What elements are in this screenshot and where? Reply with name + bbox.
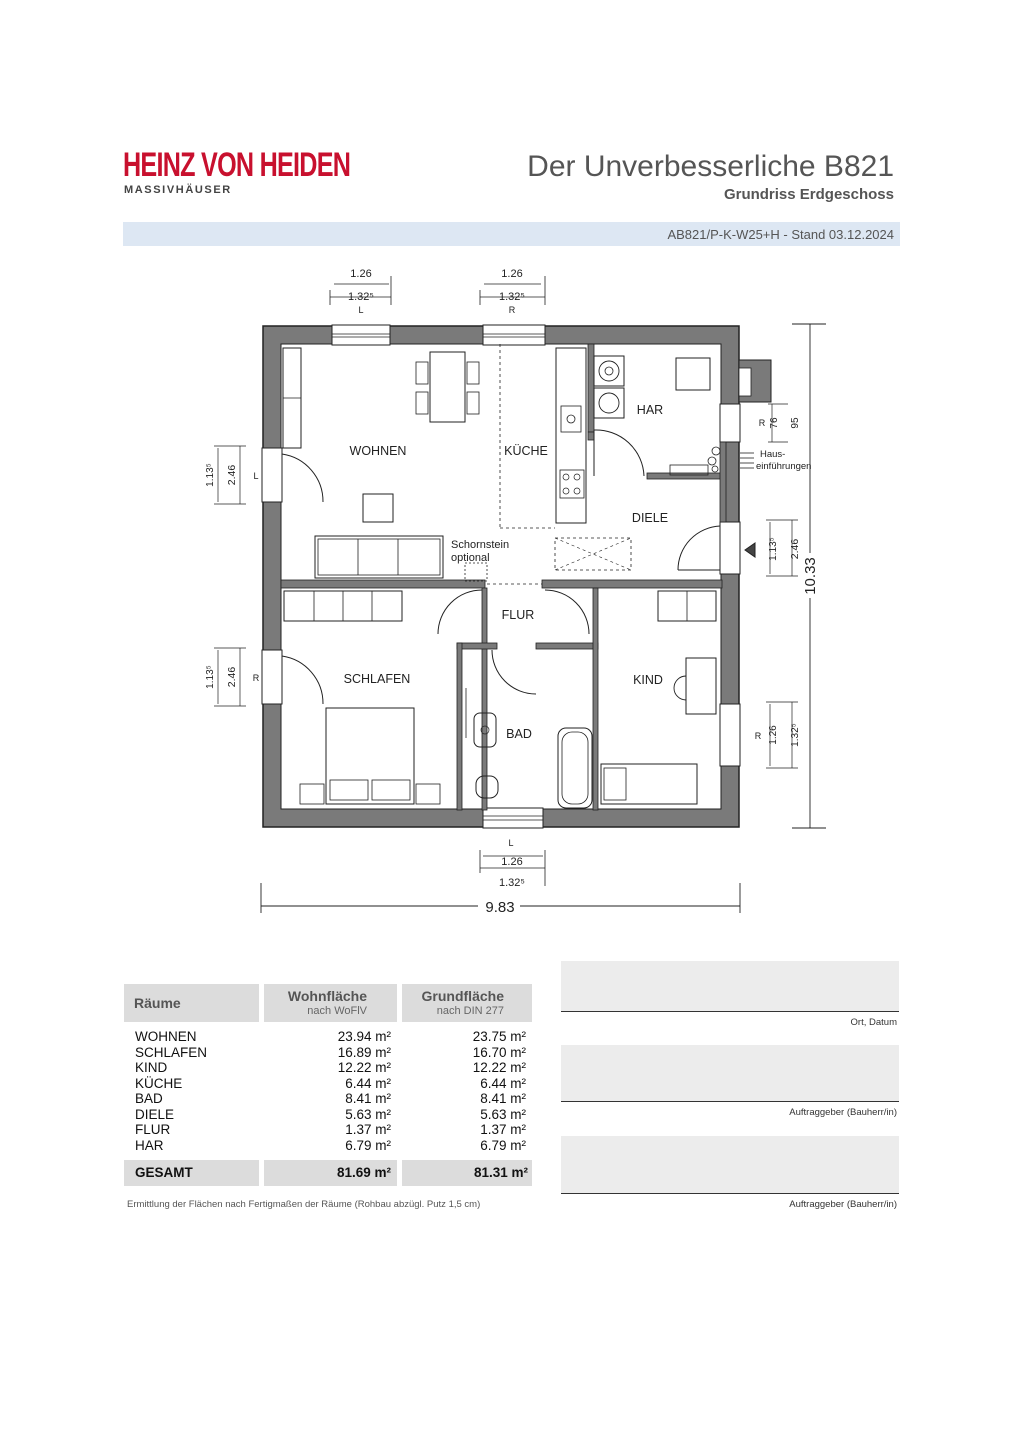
living-area-value: 12.22 m² xyxy=(337,1060,391,1075)
reference-band xyxy=(123,222,900,246)
signature-field-client-2[interactable] xyxy=(561,1136,899,1193)
table-row xyxy=(135,1029,530,1044)
table-row xyxy=(135,1076,530,1091)
column-rooms: Räume xyxy=(134,995,181,1011)
room-name: BAD xyxy=(135,1091,163,1106)
signature-label-client-2: Auftraggeber (Bauherr/in) xyxy=(789,1199,897,1210)
dim-left-lower-b: 2.46 xyxy=(226,666,238,688)
room-name: WOHNEN xyxy=(135,1029,197,1044)
table-header-floor-area xyxy=(402,984,532,1022)
dim-win-top-left-side: L xyxy=(358,305,364,315)
room-name: FLUR xyxy=(135,1122,171,1137)
signature-label-place-date: Ort, Datum xyxy=(850,1017,897,1028)
floor-plan xyxy=(180,258,840,923)
dim-win-top-left-a: 1.26 xyxy=(350,268,372,280)
room-label-bad: BAD xyxy=(506,727,532,741)
dim-win-bottom-b: 1.32⁵ xyxy=(499,877,525,889)
dim-win-bottom-a: 1.26 xyxy=(501,856,523,868)
dim-right-door-a: 1.13⁵ xyxy=(768,537,779,561)
company-logo: HEINZ VON HEIDEN xyxy=(123,146,351,184)
dim-left-upper-a: 1.13⁵ xyxy=(205,463,216,487)
table-total-living-cell xyxy=(264,1160,397,1186)
floor-area-value: 12.22 m² xyxy=(472,1060,526,1075)
column-living-area: Wohnfläche xyxy=(287,988,367,1004)
signature-label-client-1: Auftraggeber (Bauherr/in) xyxy=(789,1107,897,1118)
living-area-value: 6.79 m² xyxy=(345,1138,391,1153)
table-total-label-cell xyxy=(124,1160,259,1186)
room-name: DIELE xyxy=(135,1107,175,1122)
chimney-note-1: Schornstein xyxy=(451,539,510,551)
dim-right-har-b: 95 xyxy=(790,417,801,429)
room-label-wohnen: WOHNEN xyxy=(349,444,407,458)
signature-field-client-1[interactable] xyxy=(561,1045,899,1101)
dim-win-top-right-b: 1.32⁵ xyxy=(499,291,525,303)
table-header-living-area xyxy=(264,984,397,1022)
room-name: HAR xyxy=(135,1138,164,1153)
floor-area-value: 6.79 m² xyxy=(480,1138,526,1153)
room-name: KIND xyxy=(135,1060,168,1075)
room-label-diele: DIELE xyxy=(631,511,669,525)
total-label: GESAMT xyxy=(135,1165,193,1180)
column-living-area-sub: nach WoFlV xyxy=(307,1005,367,1017)
room-name: SCHLAFEN xyxy=(135,1045,208,1060)
page-title: Der Unverbesserliche B821 xyxy=(527,150,894,183)
signature-field-place-date[interactable] xyxy=(561,961,899,1011)
floor-area-value: 1.37 m² xyxy=(480,1122,526,1137)
dim-right-door-b: 2.46 xyxy=(789,538,801,560)
table-row xyxy=(135,1091,530,1106)
dim-right-har-a: 76 xyxy=(769,417,780,429)
dim-total-height: 10.33 xyxy=(802,557,819,595)
signature-line xyxy=(561,1193,899,1194)
page-subtitle: Grundriss Erdgeschoss xyxy=(723,186,894,203)
room-label-kind: KIND xyxy=(633,673,663,687)
living-area-value: 6.44 m² xyxy=(345,1076,391,1091)
utility-note-1: Haus- xyxy=(760,449,786,460)
floor-area-value: 5.63 m² xyxy=(480,1107,526,1122)
dim-win-top-right-side: R xyxy=(508,305,516,315)
total-floor-area: 81.31 m² xyxy=(473,1165,528,1180)
dim-win-bottom-side: L xyxy=(508,838,514,848)
company-logo-subtitle: MASSIVHÄUSER xyxy=(124,184,232,196)
dim-left-lower-a: 1.13⁵ xyxy=(205,665,216,689)
floor-area-value: 8.41 m² xyxy=(480,1091,526,1106)
chimney-note-2: optional xyxy=(451,552,490,564)
living-area-value: 1.37 m² xyxy=(345,1122,391,1137)
floor-area-value: 16.70 m² xyxy=(472,1045,526,1060)
room-label-flur: FLUR xyxy=(501,608,535,622)
table-row xyxy=(135,1107,530,1122)
dim-right-kind-side: R xyxy=(754,731,762,741)
table-row xyxy=(135,1045,530,1060)
table-row xyxy=(135,1138,530,1153)
dim-win-top-left-b: 1.32⁵ xyxy=(348,291,374,303)
dim-right-kind-a: 1.26 xyxy=(768,725,779,745)
signature-line xyxy=(561,1011,899,1012)
living-area-value: 8.41 m² xyxy=(345,1091,391,1106)
table-row xyxy=(135,1122,530,1137)
dim-left-upper-side: L xyxy=(253,471,259,481)
dim-right-har-side: R xyxy=(758,418,766,428)
floor-area-value: 6.44 m² xyxy=(480,1076,526,1091)
column-floor-area: Grundfläche xyxy=(421,988,504,1004)
reference-text: AB821/P-K-W25+H - Stand 03.12.2024 xyxy=(667,227,894,242)
room-label-kueche: KÜCHE xyxy=(504,444,548,458)
living-area-value: 16.89 m² xyxy=(337,1045,391,1060)
column-floor-area-sub: nach DIN 277 xyxy=(436,1005,504,1017)
table-row xyxy=(135,1060,530,1075)
dim-left-lower-side: R xyxy=(252,673,260,683)
living-area-value: 5.63 m² xyxy=(345,1107,391,1122)
room-label-har: HAR xyxy=(636,403,664,417)
dim-left-upper-b: 2.46 xyxy=(226,464,238,486)
signature-line xyxy=(561,1101,899,1102)
utility-note-2: einführungen xyxy=(756,461,812,472)
table-total-floor-cell xyxy=(402,1160,532,1186)
room-name: KÜCHE xyxy=(135,1076,183,1091)
dim-total-width: 9.83 xyxy=(485,899,515,916)
table-header-rooms xyxy=(124,984,259,1022)
area-calculation-note: Ermittlung der Flächen nach Fertigmaßen der Räume (Rohbau abzügl. Putz 1,5 cm) xyxy=(127,1199,481,1210)
dim-right-kind-b: 1.32⁵ xyxy=(790,723,801,747)
living-area-value: 23.94 m² xyxy=(337,1029,391,1044)
floor-area-value: 23.75 m² xyxy=(472,1029,526,1044)
room-label-schlafen: SCHLAFEN xyxy=(343,672,411,686)
dim-win-top-right-a: 1.26 xyxy=(501,268,523,280)
total-living-area: 81.69 m² xyxy=(336,1165,391,1180)
